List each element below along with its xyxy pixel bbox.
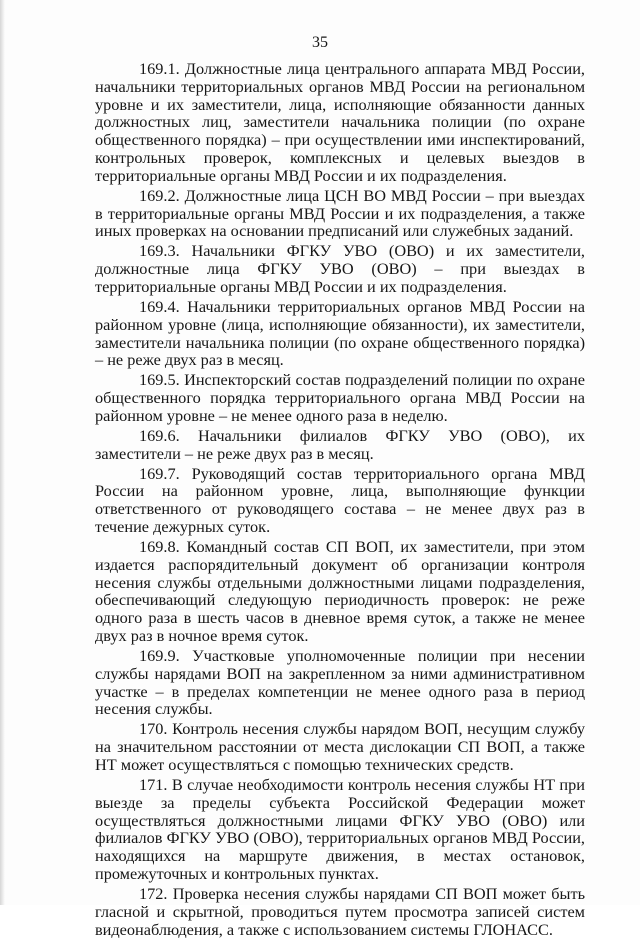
paragraph-169-7: 169.7. Руководящий состав территориального органа МВД России на районном уровне, лица, выполняющие функции ответственного от руководящего состава – не менее двух раз в течение дежурных суток.	[95, 463, 585, 537]
paragraph-169-6: 169.6. Начальники филиалов ФГКУ УВО (ОВО), их заместители – не реже двух раз в месяц.	[95, 425, 585, 463]
paragraph-169-9: 169.9. Участковые уполномоченные полиции при несении службы нарядами ВОП на закрепленном за ними административном участке – в пределах компетенции не менее одного раза в период несения службы.	[95, 646, 585, 719]
paragraph-169-4: 169.4. Начальники территориальных органов МВД России на районном уровне (лица, исполняющие обязанности), их заместители, заместители начальника полиции (по охране общественного порядка) – не реже двух раз в месяц.	[95, 296, 585, 370]
paragraph-169-2: 169.2. Должностные лица ЦСН ВО МВД России – при выездах в территориальные органы МВД России и их подразделения, а также иных проверках на основании предписаний или служебных заданий.	[95, 185, 585, 241]
paragraph-169-1: 169.1. Должностные лица центрального аппарата МВД России, начальники территориальных органов МВД России на региональном уровне и их заместители, лица, исполняющие обязанности данных должностных лиц, заместители начальника полиции (по охране общественного порядка) – при осуществлении ими инспектирований, контрольных проверок, комплексных и целевых выездов в территориальные органы МВД России и их подразделения.	[95, 59, 585, 185]
page-number: 35	[312, 34, 328, 51]
paragraph-172: 172. Проверка несения службы нарядами СП ВОП может быть гласной и скрытной, проводиться путем просмотра записей систем видеонаблюдения, а также с использованием системы ГЛОНАСС.	[95, 883, 585, 939]
paragraph-169-3: 169.3. Начальники ФГКУ УВО (ОВО) и их заместители, должностные лица ФГКУ УВО (ОВО) – при выездах в территориальные органы МВД России и их подразделения.	[95, 241, 585, 296]
paragraph-169-8: 169.8. Командный состав СП ВОП, их заместители, при этом издается распорядительный документ об организации контроля несения службы отдельными должностными лицами подразделения, обеспечивающий следующую периодичность проверок: не реже одного раза в шесть часов в дневное время суток, а также не менее двух раз в ночное время суток.	[95, 537, 585, 646]
paragraph-169-5: 169.5. Инспекторский состав подразделений полиции по охране общественного порядка территориального органа МВД России на районном уровне – не менее одного раза в неделю.	[95, 370, 585, 425]
document-body	[95, 60, 585, 941]
paragraph-171: 171. В случае необходимости контроль несения службы НТ при выезде за пределы субъекта Российской Федерации может осуществляться должностными лицами ФГКУ УВО (ОВО) или филиалов ФГКУ УВО (ОВО), территориальных органов МВД России, находящихся на маршруте движения, в местах остановок, промежуточных и контрольных пунктах.	[95, 774, 585, 883]
scan-edge	[0, 0, 5, 905]
paragraph-170: 170. Контроль несения службы нарядом ВОП, несущим службу на значительном расстоянии от места дислокации СП ВОП, а также НТ может осуществляться с помощью технических средств.	[95, 719, 585, 774]
